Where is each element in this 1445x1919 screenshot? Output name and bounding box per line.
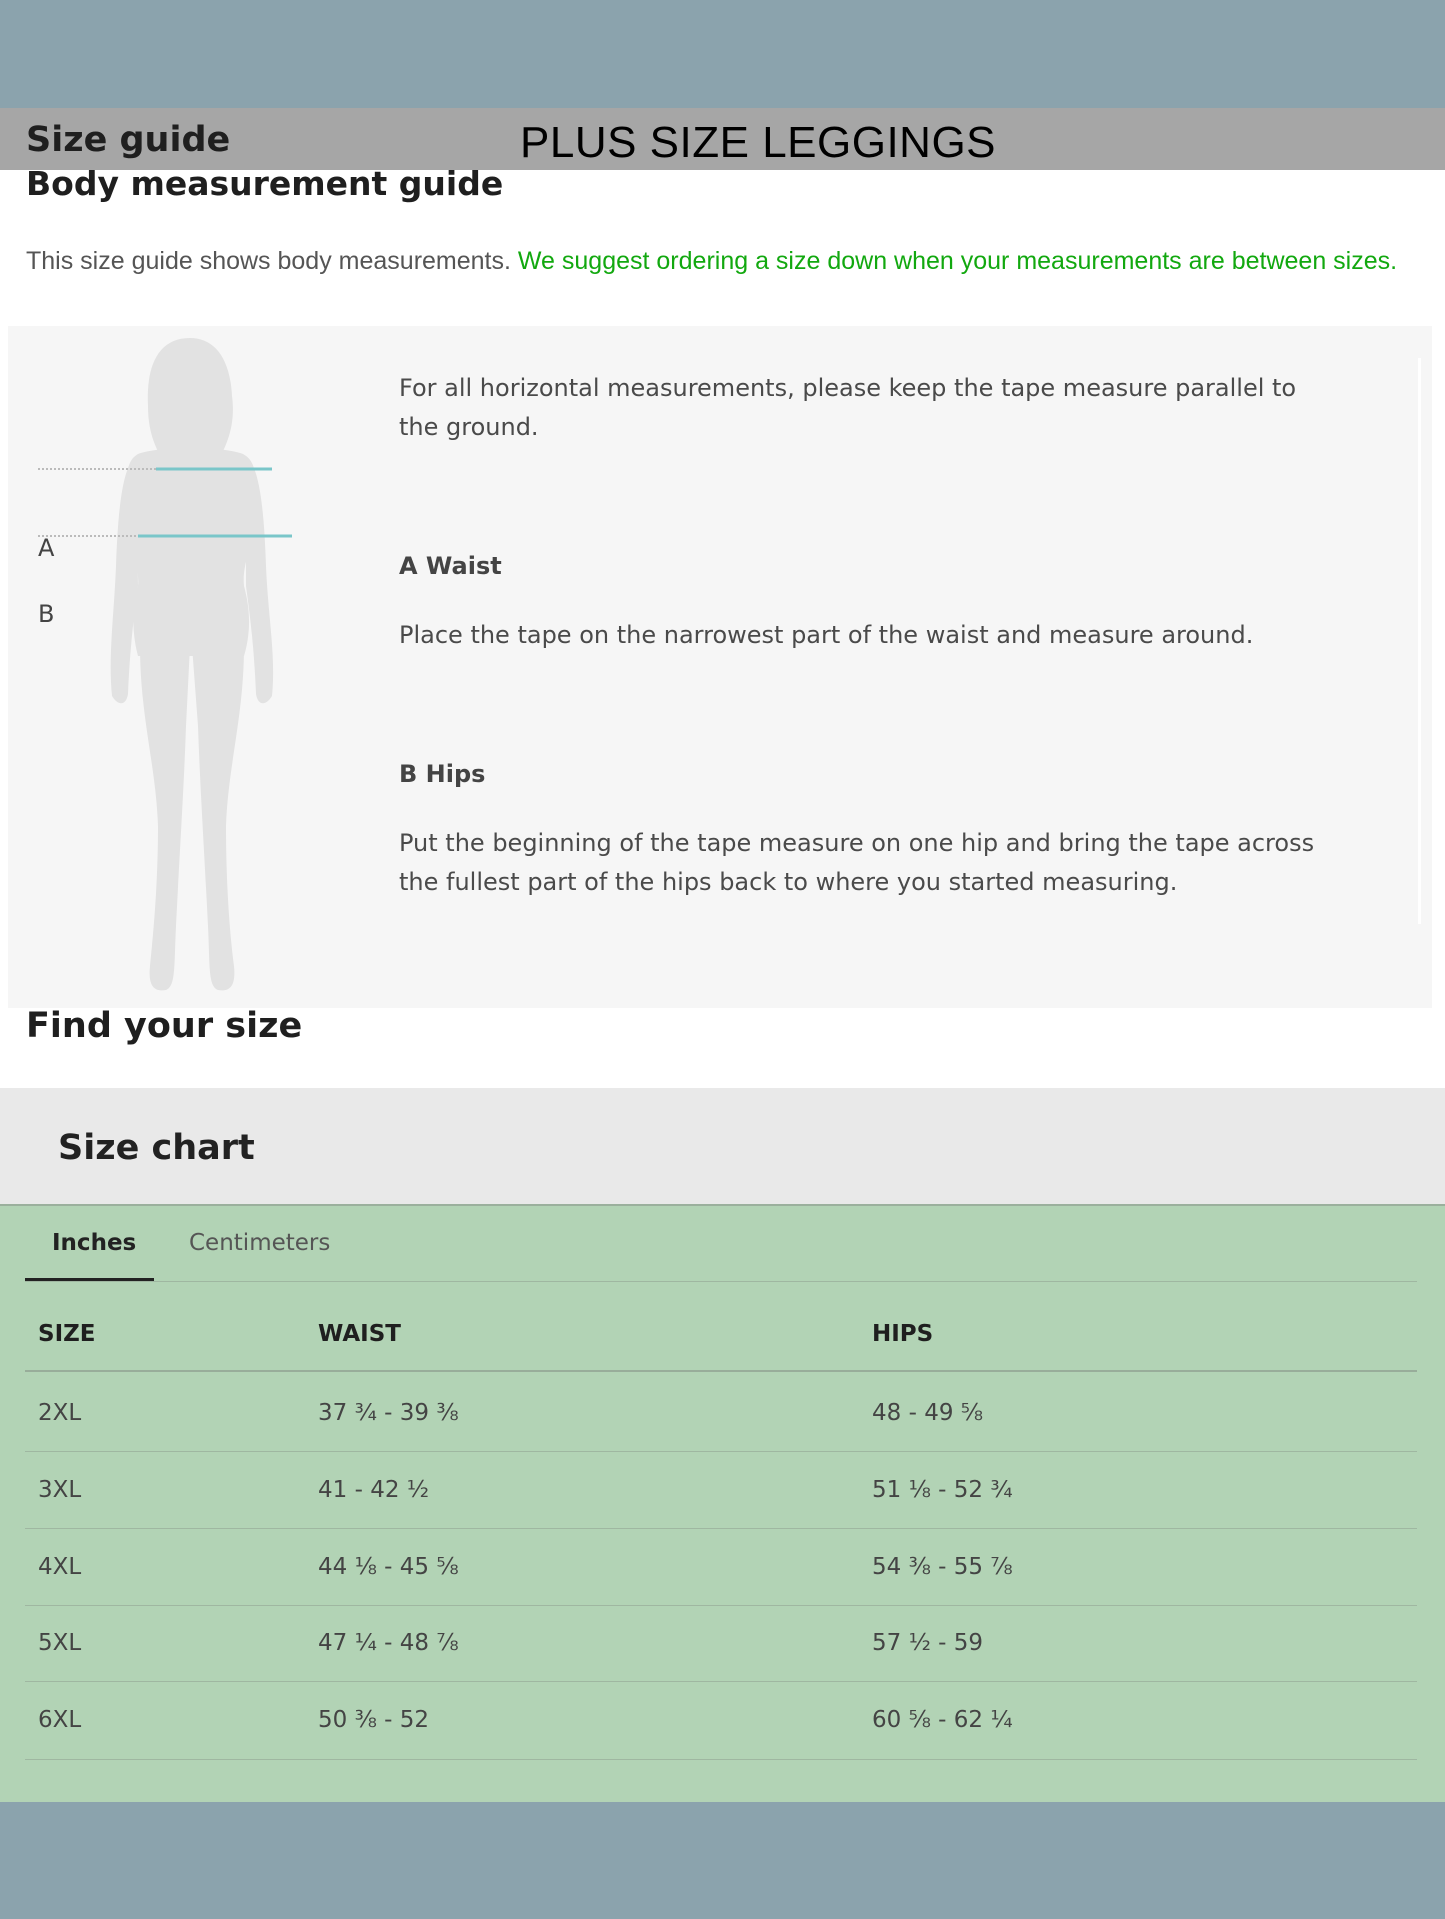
table-cell-waist: 44 ⅛ - 45 ⅝ xyxy=(318,1554,459,1580)
size-chart-divider xyxy=(0,1204,1445,1206)
horizontal-instruction-line2: the ground. xyxy=(399,413,539,441)
table-row-divider xyxy=(25,1528,1417,1529)
hips-heading: B Hips xyxy=(399,760,486,788)
table-cell-hips: 60 ⅝ - 62 ¼ xyxy=(872,1707,1013,1733)
table-cell-size: 6XL xyxy=(38,1707,82,1733)
horizontal-instruction xyxy=(399,369,1296,447)
panel-scroll-track xyxy=(1418,358,1421,924)
table-cell-size: 2XL xyxy=(38,1400,82,1426)
waist-instruction: Place the tape on the narrowest part of the waist and measure around. xyxy=(399,621,1254,649)
table-cell-waist: 50 ⅜ - 52 xyxy=(318,1707,430,1733)
table-cell-hips: 48 - 49 ⅝ xyxy=(872,1400,984,1426)
column-header-size: SIZE xyxy=(38,1321,96,1347)
table-cell-hips: 57 ½ - 59 xyxy=(872,1630,984,1656)
table-cell-size: 3XL xyxy=(38,1477,82,1503)
size-guide-title: Size guide xyxy=(26,120,231,160)
size-chart-title: Size chart xyxy=(58,1128,255,1168)
hips-instruction-line1: Put the beginning of the tape measure on one hip and bring the tape across xyxy=(399,829,1315,857)
table-header-line xyxy=(25,1370,1417,1372)
table-row-divider xyxy=(25,1451,1417,1452)
label-b: B xyxy=(38,600,55,628)
column-header-waist: WAIST xyxy=(318,1321,401,1347)
table-cell-waist: 47 ¼ - 48 ⅞ xyxy=(318,1630,459,1656)
horizontal-instruction-line1: For all horizontal measurements, please keep the tape measure parallel to xyxy=(399,374,1297,402)
intro-text-highlight: We suggest ordering a size down when your measurements are between sizes. xyxy=(517,247,1398,275)
table-row-divider xyxy=(25,1681,1417,1682)
tab-inches[interactable]: Inches xyxy=(52,1230,137,1256)
intro-text-plain: This size guide shows body measurements. xyxy=(26,247,511,275)
product-title: PLUS SIZE LEGGINGS xyxy=(520,118,997,167)
size-chart-body xyxy=(0,1205,1445,1802)
table-cell-hips: 51 ⅛ - 52 ¾ xyxy=(872,1477,1013,1503)
table-cell-hips: 54 ⅜ - 55 ⅞ xyxy=(872,1554,1013,1580)
waist-heading: A Waist xyxy=(399,552,502,580)
intro-text xyxy=(26,247,1397,276)
column-header-hips: HIPS xyxy=(872,1321,934,1347)
tab-centimeters[interactable]: Centimeters xyxy=(189,1230,331,1256)
table-cell-waist: 41 - 42 ½ xyxy=(318,1477,430,1503)
table-cell-waist: 37 ¾ - 39 ⅜ xyxy=(318,1400,459,1426)
hips-instruction-line2: the fullest part of the hips back to where you started measuring. xyxy=(399,868,1178,896)
find-your-size-heading: Find your size xyxy=(26,1006,303,1046)
table-row-divider xyxy=(25,1759,1417,1760)
table-row-divider xyxy=(25,1605,1417,1606)
tabs-divider xyxy=(25,1281,1417,1282)
woman-silhouette-icon xyxy=(8,326,338,1008)
label-a: A xyxy=(38,534,55,562)
body-measurement-heading: Body measurement guide xyxy=(26,164,504,203)
table-cell-size: 5XL xyxy=(38,1630,82,1656)
table-cell-size: 4XL xyxy=(38,1554,82,1580)
hips-instruction xyxy=(399,824,1314,902)
